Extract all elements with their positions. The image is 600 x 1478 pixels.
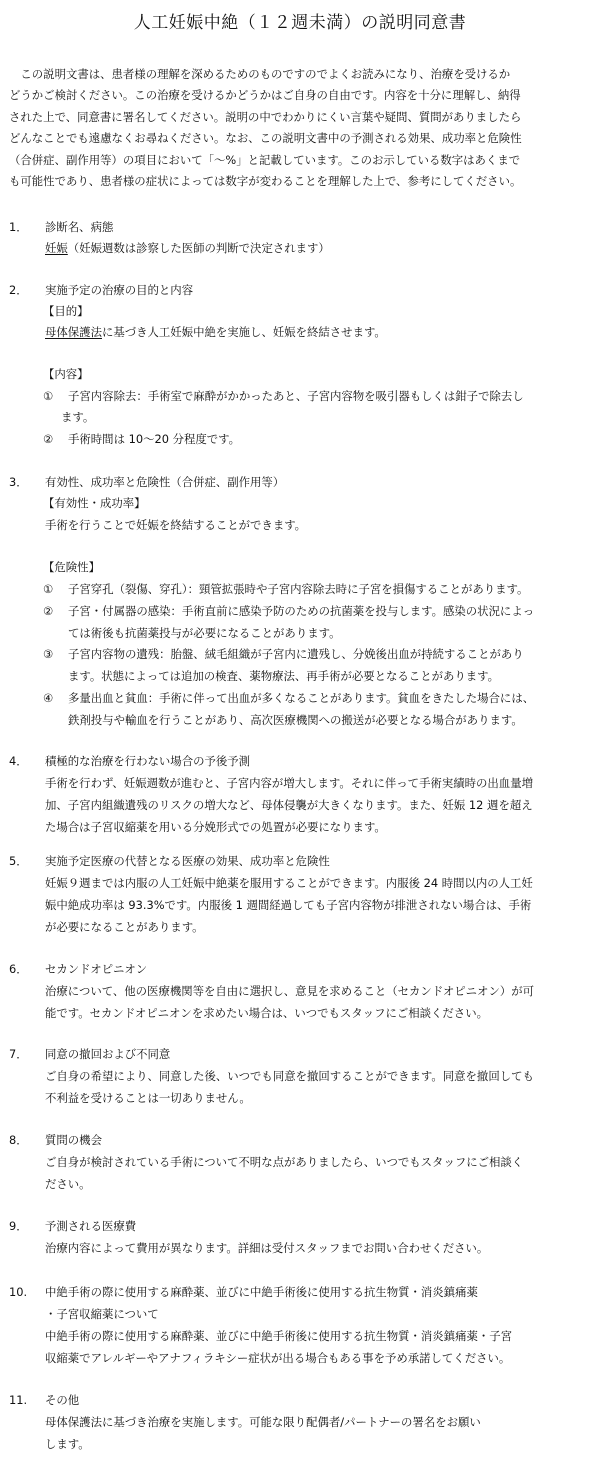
list-item-continuation: ます。 <box>61 410 95 424</box>
section-number: 2． <box>9 283 28 297</box>
intro-line: （合併症、副作用等）の項目において「～%」と記載しています。このお示している数字はあくまで <box>9 152 521 167</box>
section-body-line: します。 <box>45 1437 90 1451</box>
section-heading <box>9 1215 136 1237</box>
section-heading <box>9 1281 478 1303</box>
section-body-line: 手術を行うことで妊娠を終結することができます。 <box>45 518 307 532</box>
section-body-line: 中絶手術の際に使用する麻酔薬、並びに中絶手術後に使用する抗生物質・消炎鎮痛薬・子宮 <box>45 1329 513 1343</box>
item-marker: ④ <box>43 691 54 705</box>
section-heading <box>9 279 193 301</box>
section-title: 中絶手術の際に使用する麻酔薬、並びに中絶手術後に使用する抗生物質・消炎鎮痛薬 <box>45 1285 478 1299</box>
section-title: 診断名、病態 <box>45 220 114 234</box>
list-item-continuation: ます。状態によっては追加の検査、薬物療法、再手術が必要となることがあります。 <box>68 669 500 683</box>
section-title: その他 <box>45 1393 80 1407</box>
item-marker: ③ <box>43 647 54 661</box>
section-title: 積極的な治療を行わない場合の予後予測 <box>45 754 251 768</box>
list-item <box>43 600 534 622</box>
list-item <box>43 578 528 600</box>
section-body-line: 手術を行わず、妊娠週数が進むと、子宮内容が増大します。それに伴って手術実績時の出血量増 <box>45 776 533 790</box>
intro-line: どんなことでも遠慮なくお尋ねください。なお、この説明文書中の予測される効果、成功率と危険性 <box>9 131 522 146</box>
item-marker: ② <box>43 604 54 618</box>
intro-line: された上で、同意書に署名してください。説明の中でわかりにくい言葉や疑問、質問がありましたら <box>9 109 522 124</box>
section-heading <box>9 216 113 238</box>
body-text: （妊娠週数は診察した医師の判断で決定されます） <box>67 241 330 255</box>
section-number: 11. <box>9 1393 28 1407</box>
document-title: 人工妊娠中絶（１２週未満）の説明同意書 <box>133 13 467 33</box>
section-heading <box>9 471 284 493</box>
item-text: 多量出血と貧血：手術に伴って出血が多くなることがあります。貧血をきたした場合には、 <box>68 691 535 705</box>
list-item-continuation: ては術後も抗菌薬投与が必要になることがあります。 <box>68 626 341 640</box>
section-title: 実施予定の治療の目的と内容 <box>45 283 194 297</box>
section-body-line <box>45 321 386 343</box>
section-heading <box>9 1389 79 1411</box>
underlined-term: 妊娠 <box>45 241 68 255</box>
subsection-label: 【目的】 <box>43 304 89 318</box>
section-body-line: が必要になることがあります。 <box>45 920 204 934</box>
item-marker: ① <box>43 389 54 403</box>
section-body-line <box>45 237 330 259</box>
section-number: 1． <box>9 220 28 234</box>
section-body-line: 母体保護法に基づき治療を実施します。可能な限り配偶者/パートナーの署名をお願い <box>45 1415 481 1429</box>
section-number: 4． <box>9 754 28 768</box>
section-title: 質問の機会 <box>45 1133 102 1147</box>
item-text: 手術時間は 10～20 分程度です。 <box>68 432 241 446</box>
list-item <box>43 428 240 450</box>
list-item <box>43 385 524 407</box>
list-item <box>43 643 524 665</box>
subsection-label: 【有効性・成功率】 <box>43 496 146 510</box>
section-body-line: ださい。 <box>45 1177 91 1191</box>
section-number: 3． <box>9 475 28 489</box>
section-number: 10. <box>9 1285 28 1299</box>
item-marker: ① <box>43 582 54 596</box>
section-title: 実施予定医療の代替となる医療の効果、成功率と危険性 <box>45 854 330 868</box>
section-heading <box>9 850 330 872</box>
section-number: 6． <box>9 962 28 976</box>
intro-paragraph <box>9 64 591 192</box>
section-body-line: 能です。セカンドオピニオンを求めたい場合は、いつでもスタッフにご相談ください。 <box>45 1006 488 1020</box>
item-marker: ② <box>43 432 54 446</box>
section-heading <box>9 958 147 980</box>
intro-line: どうかご検討ください。この治療を受けるかどうかはご自身の自由です。内容を十分に理解し、納得 <box>9 88 521 103</box>
item-text: 子宮穿孔（裂傷、穿孔）：頸管拡張時や子宮内容除去時に子宮を損傷することがあります。 <box>68 582 529 596</box>
section-body-line: ご自身の希望により、同意した後、いつでも同意を撤回することができます。同意を撤回しても <box>45 1069 534 1083</box>
section-body-line: た場合は子宮収縮薬を用いる分娩形式での処置が必要になります。 <box>45 820 386 834</box>
section-title: 予測される医療費 <box>45 1219 137 1233</box>
section-body-line: 加、子宮内組織遺残のリスクの増大など、母体侵襲が大きくなります。また、妊娠 12 週を超え <box>45 798 533 812</box>
section-title-continuation: ・子宮収縮薬について <box>45 1307 159 1321</box>
section-body-line: 娠中絶成功率は 93.3%です。内服後 1 週間経過しても子宮内容物が排泄されない場合は、手術 <box>45 898 532 912</box>
underlined-term: 母体保護法 <box>45 325 102 339</box>
section-number: 9． <box>9 1219 28 1233</box>
section-body-line: 治療内容によって費用が異なります。詳細は受付スタッフまでお問い合わせください。 <box>45 1241 489 1255</box>
list-item <box>43 687 534 709</box>
section-body-line: 治療について、他の医療機関等を自由に選択し、意見を求めること（セカンドオピニオン）が可 <box>45 984 535 998</box>
intro-line: この説明文書は、患者様の理解を深めるためのものですのでよくお読みになり、治療を受けるか <box>9 67 511 81</box>
section-number: 5． <box>9 854 28 868</box>
section-number: 7． <box>9 1047 28 1061</box>
section-title: セカンドオピニオン <box>45 962 148 976</box>
intro-line: も可能性であり、患者様の症状によっては数字が変わることを理解した上で、参考にしてください。 <box>9 174 522 189</box>
subsection-label: 【内容】 <box>43 367 89 381</box>
section-heading <box>9 1043 170 1065</box>
item-text: 子宮内容除去：手術室で麻酔がかかったあと、子宮内容物を吸引器もしくは鉗子で除去し <box>68 389 524 403</box>
section-body-line: 妊娠９週までは内服の人工妊娠中絶薬を服用することができます。内服後 24 時間以内の人工妊 <box>45 876 533 890</box>
section-body-line: 不利益を受けることは一切ありません。 <box>45 1091 251 1105</box>
body-text: に基づき人工妊娠中絶を実施し、妊娠を終結させます。 <box>101 325 386 339</box>
section-heading <box>9 1129 102 1151</box>
section-heading <box>9 750 250 772</box>
section-number: 8． <box>9 1133 28 1147</box>
section-title: 有効性、成功率と危険性（合併症、副作用等） <box>45 475 285 489</box>
section-body-line: 収縮薬でアレルギーやアナフィラキシー症状が出る場合もある事を予め承諾してください。 <box>45 1351 511 1365</box>
item-text: 子宮内容物の遺残：胎盤、絨毛組織が子宮内に遺残し、分娩後出血が持続することがあり <box>68 647 524 661</box>
item-text: 子宮・付属器の感染：手術直前に感染予防のための抗菌薬を投与します。感染の状況によっ <box>68 604 535 618</box>
subsection-label: 【危険性】 <box>43 560 100 574</box>
list-item-continuation: 鉄剤投与や輸血を行うことがあり、高次医療機関への搬送が必要となる場合があります。 <box>68 713 523 727</box>
section-body-line: ご自身が検討されている手術について不明な点がありましたら、いつでもスタッフにご相談く <box>45 1155 524 1169</box>
section-title: 同意の撤回および不同意 <box>45 1047 171 1061</box>
